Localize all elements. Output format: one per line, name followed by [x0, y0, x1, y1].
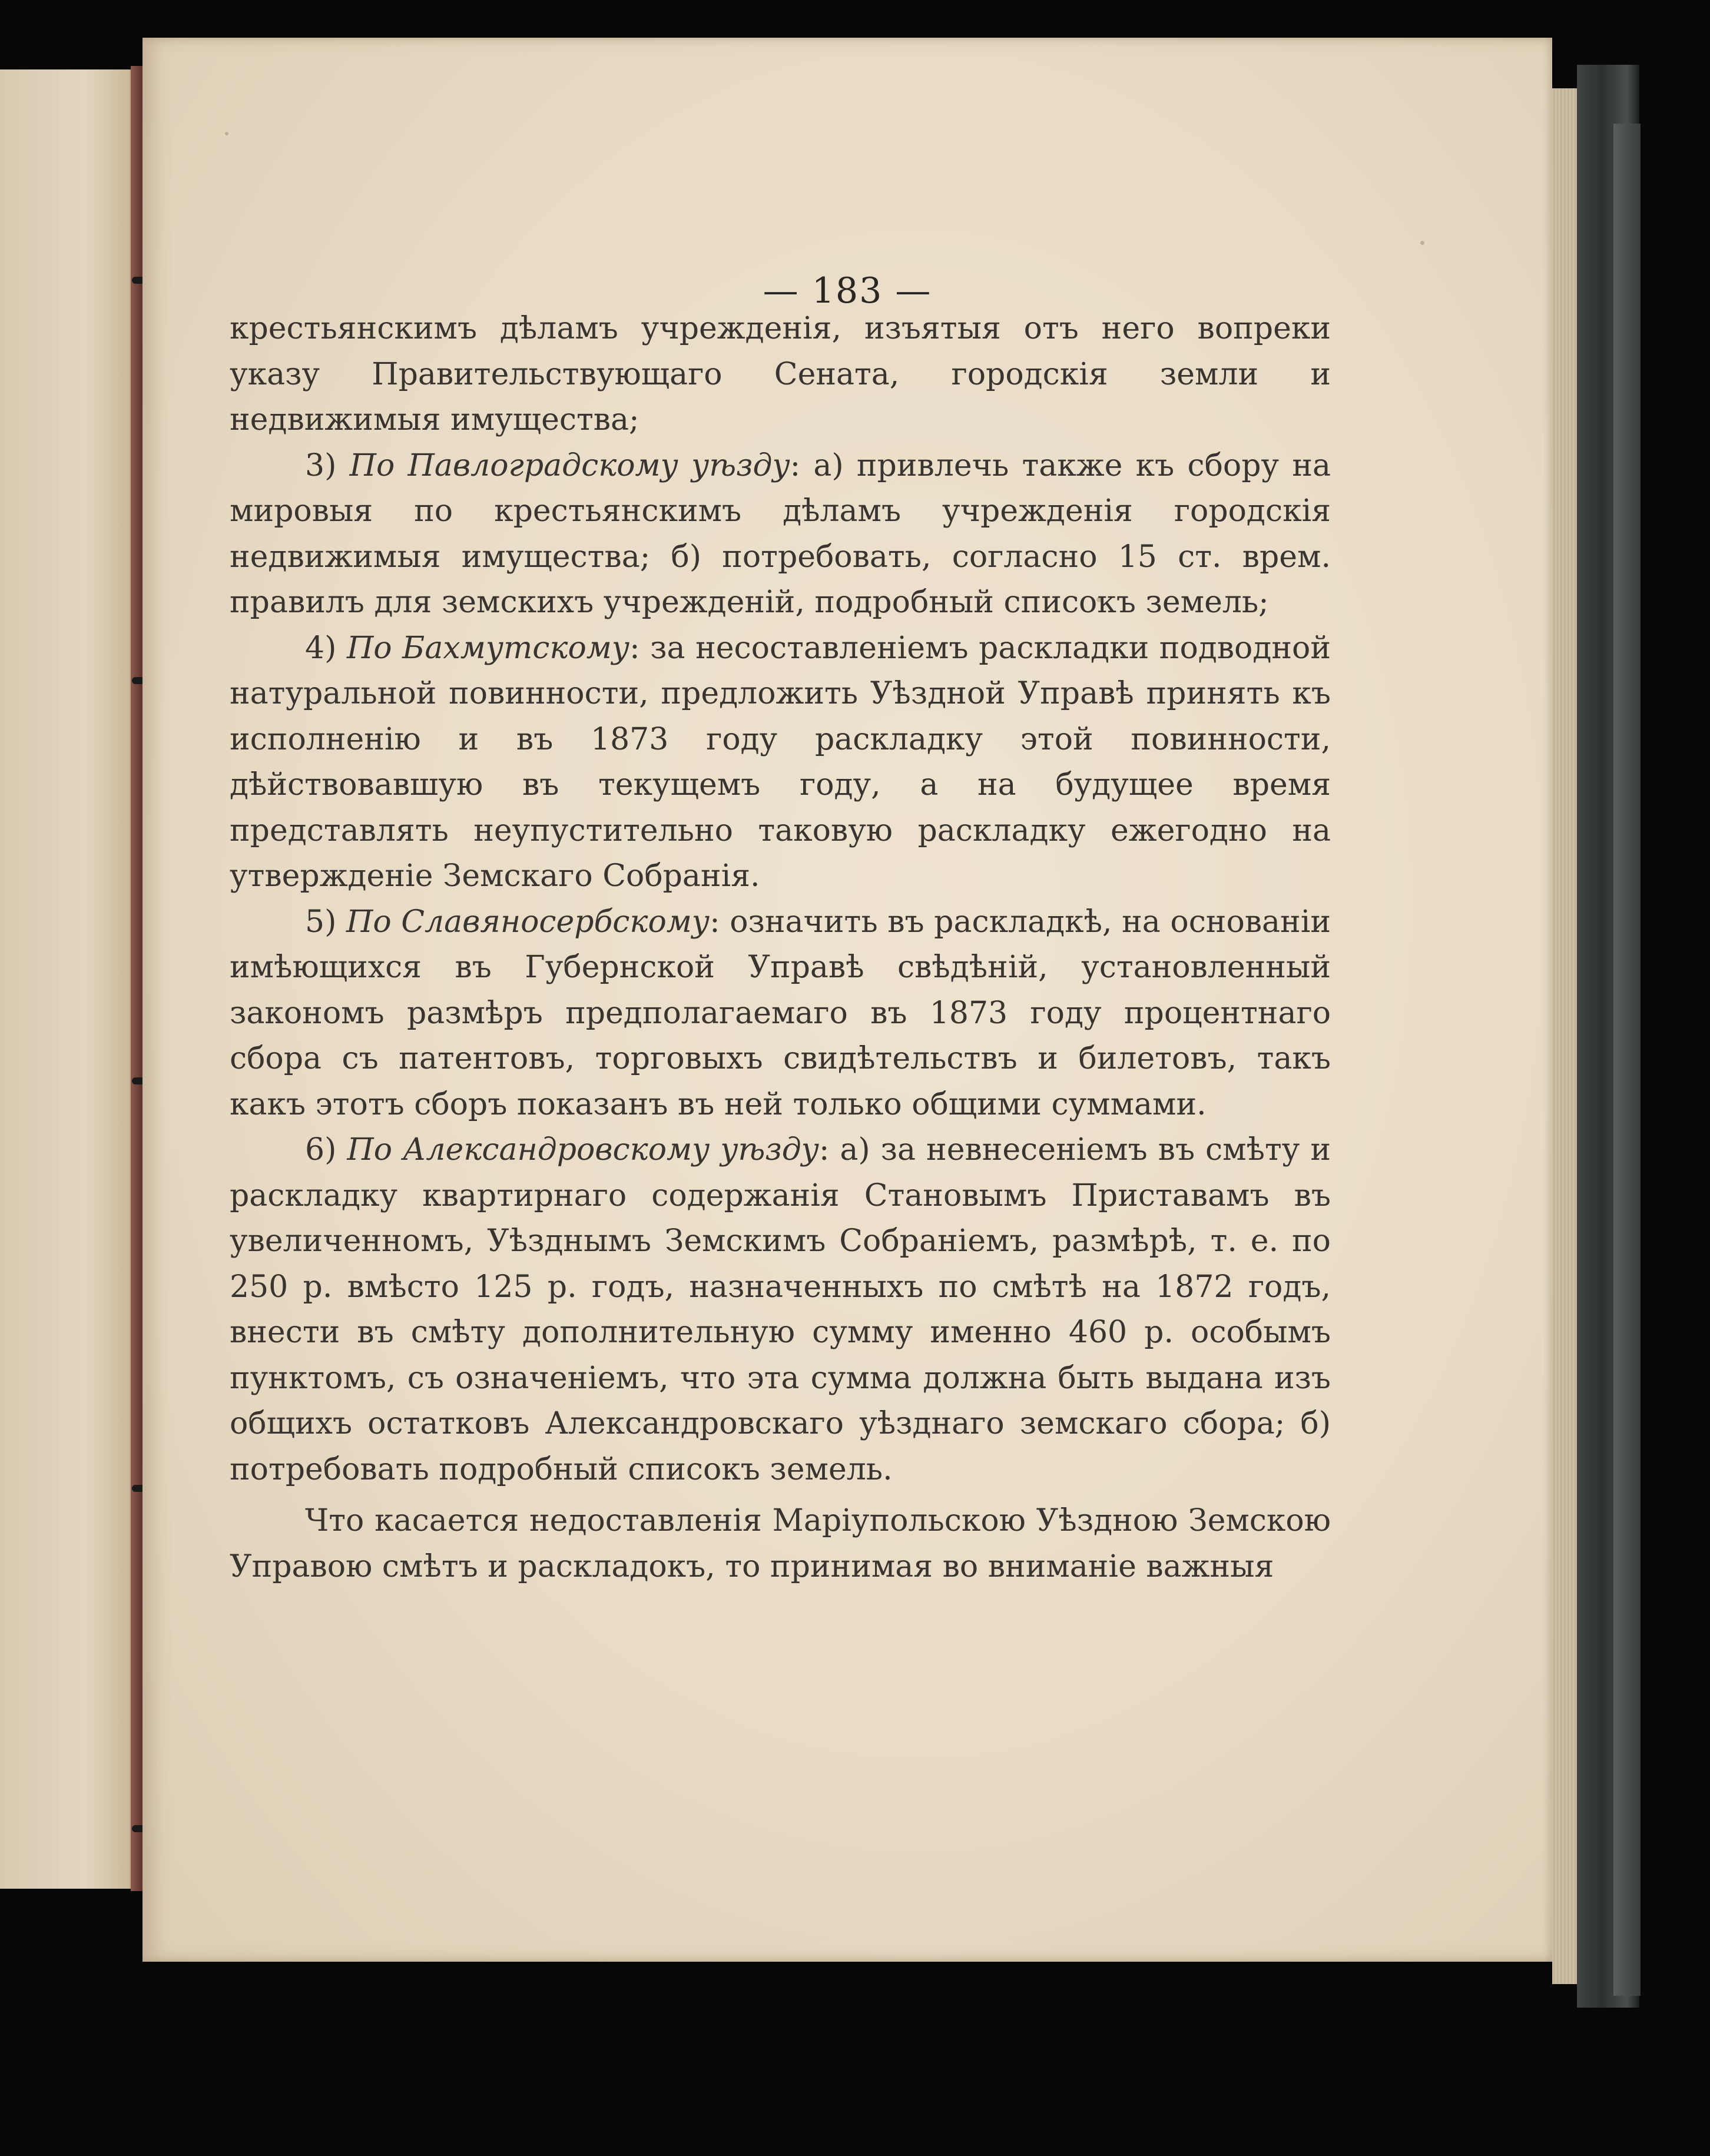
item-number: 5)	[305, 904, 337, 940]
item-lead: По Бахмутскому	[346, 630, 630, 666]
paper-speck	[1420, 241, 1424, 245]
paragraph-item-5	[230, 900, 1331, 1128]
previous-page-edge	[0, 69, 140, 1889]
paragraph-item-6	[230, 1127, 1331, 1492]
paragraph-closing	[230, 1498, 1331, 1590]
paper-speck	[225, 132, 228, 135]
item-lead: По Павлоградскому уѣзду	[349, 447, 790, 483]
paragraph-item-3	[230, 443, 1331, 626]
paragraph-text: : а) за невнесеніемъ въ смѣту и раскладку квартирнаго содержанія Становымъ Приставамъ въ увеличенномъ, Уѣзднымъ Земскимъ Собраніемъ, размѣрѣ, т. е. по 250 р. вмѣсто 125 р. годъ, назначенныхъ по смѣтѣ на 1872 годъ, внести въ смѣту дополнительную сумму именно 460 р. особымъ пунктомъ, съ означеніемъ, что эта сумма должна быть выдана изъ общихъ остатковъ Александровскаго уѣзднаго земскаго сбора; б) потребовать подробный списокъ земель.	[230, 1132, 1331, 1487]
item-number: 6)	[305, 1132, 337, 1167]
paragraph-continuation	[230, 306, 1331, 443]
paragraph-item-4	[230, 626, 1331, 900]
paragraph-text: : означить въ раскладкѣ, на основаніи имѣющихся въ Губернской Управѣ свѣдѣній, установленный закономъ размѣръ предполагаемаго въ 1873 году процентнаго сбора съ патентовъ, торговыхъ свидѣтельствъ и билетовъ, такъ какъ этотъ сборъ показанъ въ ней только общими суммами.	[230, 904, 1331, 1122]
paragraph-text: крестьянскимъ дѣламъ учрежденія, изъятыя отъ него вопреки указу Правительствующаго Сената, городскія земли и недвижимыя имущества;	[230, 311, 1331, 437]
page-block-edge	[1552, 88, 1577, 1984]
paragraph-text: : за несоставленіемъ раскладки подводной натуральной повинности, предложить Уѣздной Управѣ принять къ исполненію и въ 1873 году раскладку этой повинности, дѣйствовавшую въ текущемъ году, а на будущее время представлять неупустительно таковую раскладку ежегодно на утвержденіе Земскаго Собранія.	[230, 630, 1331, 894]
page-body-text	[230, 306, 1331, 1590]
item-number: 4)	[305, 630, 337, 666]
binding-rim	[131, 66, 144, 1891]
paragraph-text: Что касается недоставленія Маріупольскою Уѣздною Земскою Управою смѣтъ и раскладокъ, то принимая во вниманіе важныя	[230, 1503, 1331, 1584]
book-cover-edge	[1613, 124, 1641, 1996]
item-lead: По Славяносербскому	[346, 904, 710, 940]
paragraph-text: : а) привлечь также къ сбору на мировыя по крестьянскимъ дѣламъ учрежденія городскія недвижимыя имущества; б) потребовать, согласно 15 ст. врем. правилъ для земскихъ учрежденій, подробный списокъ земель;	[230, 447, 1331, 620]
item-number: 3)	[305, 447, 337, 483]
page-number: — 183 —	[763, 270, 932, 311]
item-lead: По Александровскому уѣзду	[347, 1132, 819, 1167]
